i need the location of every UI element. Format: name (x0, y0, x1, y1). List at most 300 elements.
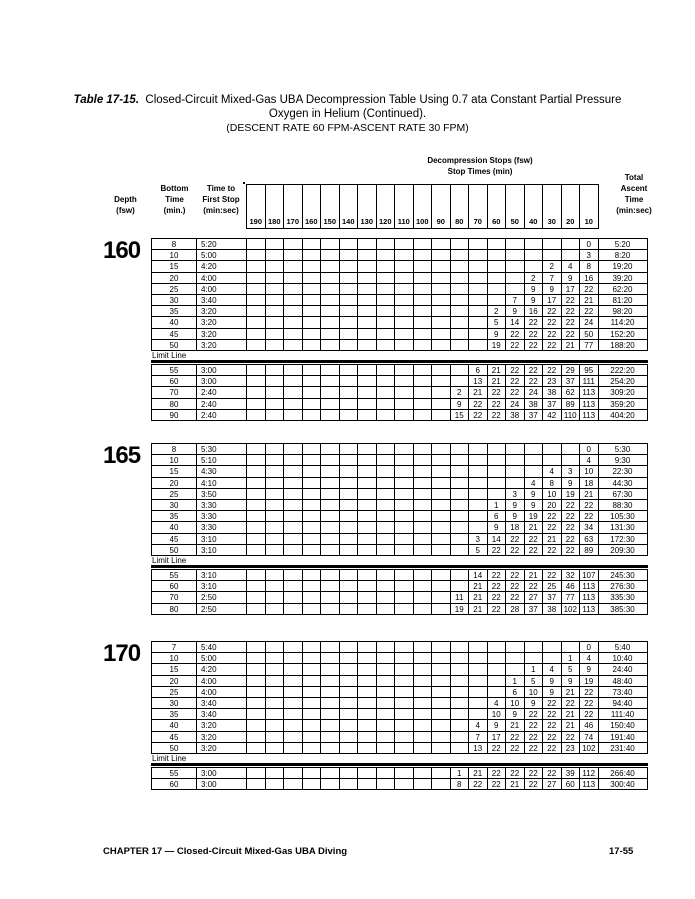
stop-time-cell: 22 (487, 603, 507, 615)
stop-time-cell (376, 742, 396, 754)
stop-time-cell: 16 (579, 272, 599, 284)
stop-time-cell: 62 (561, 386, 581, 398)
stop-time-cell (339, 778, 359, 790)
stop-time-cell: 21 (524, 521, 544, 533)
stop-time-cell: 22 (505, 328, 525, 340)
total-ascent-time-cell: 276:30 (598, 580, 648, 592)
stop-time-cell: 21 (468, 603, 488, 615)
time-to-first-stop-cell: 3:10 (196, 569, 247, 581)
stop-time-cell: 22 (579, 283, 599, 295)
time-to-first-stop-cell: 4:10 (196, 477, 247, 489)
time-to-first-stop-cell: 3:20 (196, 731, 247, 743)
header-spacer (243, 182, 245, 184)
stop-time-cell: 18 (505, 521, 525, 533)
stop-time-cell: 22 (561, 328, 581, 340)
stop-time-cell (468, 339, 488, 351)
stop-time-cell: 21 (561, 339, 581, 351)
stop-time-cell (283, 603, 303, 615)
stop-time-cell: 38 (505, 409, 525, 421)
stop-time-cell: 77 (579, 339, 599, 351)
stop-time-cell: 22 (542, 708, 562, 720)
bottom-time-cell: 90 (151, 409, 197, 421)
stop-time-cell: 5 (468, 544, 488, 556)
stop-time-cell: 22 (542, 697, 562, 709)
bottom-time-header (152, 183, 197, 216)
bottom-time-cell: 50 (151, 544, 197, 556)
stop-time-cell (376, 544, 396, 556)
time-to-first-stop-cell: 3:20 (196, 328, 247, 340)
stop-time-cell: 22 (487, 544, 507, 556)
stop-time-cell: 113 (579, 603, 599, 615)
depth-label-165: 165 (103, 442, 141, 469)
total-header-line-4: (min:sec) (616, 206, 652, 215)
stop-time-cell: 10 (505, 697, 525, 709)
stop-time-cell: 9 (524, 488, 544, 500)
stop-time-cell: 10 (524, 686, 544, 698)
stop-time-cell: 3 (468, 533, 488, 545)
stop-time-cell: 23 (542, 375, 562, 387)
stop-time-cell: 20 (542, 499, 562, 511)
stop-time-cell: 21 (561, 719, 581, 731)
stop-time-cell: 6 (468, 364, 488, 376)
stop-time-cell: 22 (542, 339, 562, 351)
stop-time-cell: 22 (524, 339, 544, 351)
stop-time-cell: 4 (524, 477, 544, 489)
bottom-time-cell: 15 (151, 260, 197, 272)
bottom-header-line-1: Bottom (160, 184, 189, 193)
stop-time-cell: 0 (579, 443, 599, 455)
stop-time-cell: 17 (561, 283, 581, 295)
stop-time-cell: 27 (542, 778, 562, 790)
stop-time-cell: 22 (505, 339, 525, 351)
stop-time-cell: 9 (579, 663, 599, 675)
stop-time-cell: 1 (561, 652, 581, 664)
bottom-time-cell: 10 (151, 249, 197, 261)
stop-time-cell: 9 (524, 499, 544, 511)
total-ascent-time-cell: 191:40 (598, 731, 648, 743)
total-ascent-time-cell: 19:20 (598, 260, 648, 272)
stop-time-cell (283, 339, 303, 351)
stop-time-cell: 22 (542, 544, 562, 556)
total-ascent-time-cell: 245:30 (598, 569, 648, 581)
total-ascent-time-cell: 152:20 (598, 328, 648, 340)
stop-time-cell (246, 603, 266, 615)
stop-time-cell (302, 544, 322, 556)
stop-time-cell: 9 (561, 675, 581, 687)
stop-time-cell: 102 (561, 603, 581, 615)
stop-time-cell: 3 (579, 249, 599, 261)
bottom-time-cell: 40 (151, 719, 197, 731)
stop-time-cell: 22 (561, 305, 581, 317)
stop-time-cell: 22 (542, 521, 562, 533)
first-stop-header (196, 183, 246, 216)
bottom-time-cell: 10 (151, 454, 197, 466)
footer-page-number: 17-55 (609, 846, 634, 857)
stop-time-cell: 1 (487, 499, 507, 511)
bottom-time-cell: 60 (151, 580, 197, 592)
stop-time-cell: 14 (468, 569, 488, 581)
stop-time-cell: 111 (579, 375, 599, 387)
stop-time-cell: 4 (487, 697, 507, 709)
time-to-first-stop-cell: 5:40 (196, 641, 247, 653)
stop-time-cell (339, 409, 359, 421)
stop-time-cell (320, 742, 340, 754)
time-to-first-stop-cell: 3:40 (196, 708, 247, 720)
time-to-first-stop-cell: 4:00 (196, 272, 247, 284)
bottom-time-cell: 50 (151, 742, 197, 754)
limit-line (151, 360, 648, 363)
stop-time-cell (302, 778, 322, 790)
stop-time-cell: 9 (505, 510, 525, 522)
stop-time-cell: 22 (542, 305, 562, 317)
stop-time-cell (320, 544, 340, 556)
bottom-header-line-3: (min.) (163, 206, 186, 215)
stop-time-cell: 1 (524, 663, 544, 675)
limit-line-label: Limit Line (152, 556, 187, 565)
total-ascent-time-cell: 254:20 (598, 375, 648, 387)
stop-time-cell: 22 (542, 731, 562, 743)
time-to-first-stop-cell: 3:30 (196, 521, 247, 533)
title-line-1: Closed-Circuit Mixed-Gas UBA Decompression Table Using 0.7 ata Constant Partial Pressure (145, 94, 622, 106)
stop-time-cell: 22 (524, 767, 544, 779)
time-to-first-stop-cell: 4:20 (196, 663, 247, 675)
stop-time-cell: 89 (561, 398, 581, 410)
stop-time-cell: 9 (450, 398, 470, 410)
total-ascent-time-cell: 105:30 (598, 510, 648, 522)
stop-time-cell: 22 (542, 767, 562, 779)
stop-time-cell: 9 (505, 305, 525, 317)
stop-time-cell: 21 (561, 708, 581, 720)
bottom-time-cell: 45 (151, 533, 197, 545)
stop-time-cell: 2 (542, 260, 562, 272)
stop-time-cell: 21 (542, 533, 562, 545)
stop-time-cell (246, 339, 266, 351)
stop-time-cell: 22 (542, 569, 562, 581)
stop-time-cell (450, 339, 470, 351)
stop-time-cell (302, 409, 322, 421)
stop-time-cell (357, 742, 377, 754)
stop-time-cell: 22 (487, 569, 507, 581)
stop-depth-header-110: 110 (394, 184, 414, 229)
stop-time-cell: 113 (579, 580, 599, 592)
stop-time-cell: 2 (450, 386, 470, 398)
stop-time-cell: 9 (542, 675, 562, 687)
bottom-time-cell: 25 (151, 488, 197, 500)
stop-time-cell: 37 (561, 375, 581, 387)
stop-time-cell: 24 (579, 316, 599, 328)
stop-time-cell: 42 (542, 409, 562, 421)
bottom-time-cell: 70 (151, 386, 197, 398)
stop-time-cell: 4 (561, 260, 581, 272)
stop-time-cell (265, 603, 285, 615)
stop-time-cell: 24 (505, 398, 525, 410)
total-ascent-time-cell: 22:30 (598, 465, 648, 477)
stop-time-cell (450, 544, 470, 556)
total-ascent-time-cell: 188:20 (598, 339, 648, 351)
stop-time-cell: 29 (561, 364, 581, 376)
stop-time-cell (265, 742, 285, 754)
bottom-time-cell: 20 (151, 272, 197, 284)
stop-time-cell: 22 (561, 499, 581, 511)
stop-time-cell: 7 (505, 294, 525, 306)
stop-time-cell: 22 (505, 569, 525, 581)
stop-time-cell: 113 (579, 409, 599, 421)
stop-time-cell: 22 (561, 533, 581, 545)
stop-time-cell (302, 339, 322, 351)
stop-time-cell: 22 (524, 742, 544, 754)
stop-time-cell (302, 742, 322, 754)
time-to-first-stop-cell: 3:30 (196, 510, 247, 522)
stop-time-cell: 22 (505, 533, 525, 545)
stop-time-cell (394, 778, 414, 790)
stop-time-cell: 22 (487, 742, 507, 754)
stop-time-cell: 11 (450, 591, 470, 603)
stop-time-cell: 22 (542, 742, 562, 754)
depth-header-line-1: Depth (114, 195, 137, 204)
stop-time-cell (320, 778, 340, 790)
total-ascent-time-cell: 404:20 (598, 409, 648, 421)
stop-time-cell: 9 (487, 719, 507, 731)
stop-time-cell: 22 (524, 719, 544, 731)
first-stop-header-line-2: First Stop (202, 195, 240, 204)
stop-time-cell: 21 (468, 591, 488, 603)
stop-depth-header-190: 190 (246, 184, 266, 229)
total-ascent-time-cell: 114:20 (598, 316, 648, 328)
stop-time-cell: 32 (561, 569, 581, 581)
stop-time-cell: 22 (561, 544, 581, 556)
stop-time-cell: 22 (579, 686, 599, 698)
stop-time-cell: 9 (505, 499, 525, 511)
stop-depth-header-50: 50 (505, 184, 525, 229)
stop-depth-header-60: 60 (487, 184, 507, 229)
stop-time-cell: 22 (542, 328, 562, 340)
time-to-first-stop-cell: 5:00 (196, 249, 247, 261)
stop-time-cell: 1 (450, 767, 470, 779)
stop-time-cell: 10 (487, 708, 507, 720)
stop-time-cell: 38 (542, 386, 562, 398)
stop-time-cell: 22 (579, 510, 599, 522)
stop-time-cell (246, 544, 266, 556)
stop-time-cell: 113 (579, 778, 599, 790)
stop-time-cell: 22 (505, 767, 525, 779)
stop-depth-header-180: 180 (265, 184, 285, 229)
stop-depth-header-130: 130 (357, 184, 377, 229)
total-ascent-time-cell: 5:40 (598, 641, 648, 653)
stop-time-cell: 22 (468, 778, 488, 790)
stop-time-cell: 22 (468, 409, 488, 421)
stop-time-cell (394, 742, 414, 754)
total-ascent-time-cell: 88:30 (598, 499, 648, 511)
total-ascent-time-cell: 39:20 (598, 272, 648, 284)
bottom-time-cell: 60 (151, 375, 197, 387)
stop-depth-header-170: 170 (283, 184, 303, 229)
stop-time-cell (394, 603, 414, 615)
stop-time-cell: 19 (524, 510, 544, 522)
total-ascent-time-cell: 5:30 (598, 443, 648, 455)
bottom-time-cell: 30 (151, 499, 197, 511)
stop-time-cell: 19 (487, 339, 507, 351)
title-line-2: Oxygen in Helium (Continued). (268, 108, 427, 120)
stop-time-cell (431, 339, 451, 351)
stop-time-cell: 95 (579, 364, 599, 376)
total-ascent-time-cell: 266:40 (598, 767, 648, 779)
stop-time-cell: 22 (561, 697, 581, 709)
stop-time-cell: 9 (524, 283, 544, 295)
stop-time-cell: 13 (468, 742, 488, 754)
stop-time-cell: 9 (524, 294, 544, 306)
depth-label-160: 160 (103, 237, 141, 264)
time-to-first-stop-cell: 3:00 (196, 778, 247, 790)
stop-time-cell: 16 (524, 305, 544, 317)
stop-time-cell: 22 (561, 294, 581, 306)
stop-time-cell: 9 (542, 283, 562, 295)
time-to-first-stop-cell: 4:00 (196, 675, 247, 687)
stop-time-cell: 8 (542, 477, 562, 489)
bottom-time-cell: 35 (151, 708, 197, 720)
stop-time-cell (357, 603, 377, 615)
first-stop-header-line-3: (min:sec) (203, 206, 239, 215)
stop-time-cell: 22 (561, 731, 581, 743)
stop-time-cell: 50 (579, 328, 599, 340)
stop-time-cell (265, 544, 285, 556)
total-ascent-time-cell: 48:40 (598, 675, 648, 687)
depth-header-line-2: (fsw) (116, 206, 135, 215)
stop-time-cell: 22 (542, 510, 562, 522)
bottom-time-cell: 25 (151, 283, 197, 295)
stop-time-cell: 23 (561, 742, 581, 754)
stop-time-cell: 22 (505, 375, 525, 387)
stop-time-cell: 4 (542, 465, 562, 477)
stop-time-cell (450, 742, 470, 754)
stop-time-cell (265, 778, 285, 790)
stop-time-cell: 8 (450, 778, 470, 790)
stop-time-cell (339, 339, 359, 351)
stop-time-cell (246, 742, 266, 754)
stop-time-cell (246, 409, 266, 421)
stop-time-cell: 22 (524, 316, 544, 328)
stop-time-cell: 21 (487, 375, 507, 387)
time-to-first-stop-cell: 5:30 (196, 443, 247, 455)
stop-time-cell (339, 742, 359, 754)
limit-line-label: Limit Line (152, 351, 187, 360)
stop-time-cell (376, 409, 396, 421)
time-to-first-stop-cell: 3:50 (196, 488, 247, 500)
stop-depth-header-30: 30 (542, 184, 562, 229)
total-ascent-time-cell: 94:40 (598, 697, 648, 709)
stop-time-cell: 22 (542, 316, 562, 328)
stop-time-cell: 24 (524, 386, 544, 398)
time-to-first-stop-cell: 2:40 (196, 409, 247, 421)
bottom-time-cell: 35 (151, 305, 197, 317)
stop-time-cell: 21 (524, 569, 544, 581)
stop-time-cell: 22 (579, 305, 599, 317)
stop-time-cell: 0 (579, 238, 599, 250)
stop-time-cell (431, 544, 451, 556)
stop-time-cell: 21 (468, 767, 488, 779)
stop-depth-header-160: 160 (302, 184, 322, 229)
time-to-first-stop-cell: 5:20 (196, 238, 247, 250)
total-ascent-time-cell: 222:20 (598, 364, 648, 376)
stop-time-cell: 9 (561, 477, 581, 489)
total-ascent-time-cell: 81:20 (598, 294, 648, 306)
stop-time-cell: 22 (487, 580, 507, 592)
stop-depth-header-150: 150 (320, 184, 340, 229)
stop-time-cell: 18 (579, 477, 599, 489)
stop-time-cell (265, 339, 285, 351)
total-ascent-time-cell: 24:40 (598, 663, 648, 675)
stop-time-cell (246, 778, 266, 790)
total-ascent-time-cell: 67:30 (598, 488, 648, 500)
stop-time-cell: 21 (468, 386, 488, 398)
bottom-time-cell: 55 (151, 569, 197, 581)
time-to-first-stop-cell: 4:00 (196, 686, 247, 698)
stop-time-cell: 39 (561, 767, 581, 779)
stop-time-cell: 4 (579, 454, 599, 466)
stop-time-cell: 112 (579, 767, 599, 779)
total-ascent-time-cell: 62:20 (598, 283, 648, 295)
total-ascent-time-cell: 385:30 (598, 603, 648, 615)
time-to-first-stop-cell: 3:10 (196, 544, 247, 556)
stop-time-cell: 37 (524, 409, 544, 421)
stop-depth-header-120: 120 (376, 184, 396, 229)
stop-time-cell: 25 (542, 580, 562, 592)
stop-time-cell: 22 (505, 731, 525, 743)
bottom-time-cell: 8 (151, 238, 197, 250)
stop-time-cell: 22 (487, 398, 507, 410)
depth-label-170: 170 (103, 640, 141, 667)
stop-time-cell: 9 (542, 686, 562, 698)
bottom-time-cell: 40 (151, 521, 197, 533)
total-ascent-time-cell: 172:30 (598, 533, 648, 545)
bottom-time-cell: 60 (151, 778, 197, 790)
stop-time-cell (431, 778, 451, 790)
stop-time-cell: 22 (487, 409, 507, 421)
stop-time-cell (357, 544, 377, 556)
stop-time-cell: 46 (579, 719, 599, 731)
time-to-first-stop-cell: 4:30 (196, 465, 247, 477)
bottom-time-cell: 10 (151, 652, 197, 664)
stop-depth-header-90: 90 (431, 184, 451, 229)
bottom-time-cell: 15 (151, 465, 197, 477)
stop-time-cell: 2 (487, 305, 507, 317)
stop-time-cell: 3 (561, 465, 581, 477)
stop-time-cell (339, 544, 359, 556)
stop-depth-header-140: 140 (339, 184, 359, 229)
stop-time-cell: 22 (505, 742, 525, 754)
time-to-first-stop-cell: 2:50 (196, 603, 247, 615)
bottom-time-cell: 80 (151, 398, 197, 410)
stop-time-cell: 21 (561, 686, 581, 698)
stop-time-cell: 22 (561, 521, 581, 533)
total-ascent-time-cell: 309:20 (598, 386, 648, 398)
bottom-time-cell: 80 (151, 603, 197, 615)
stop-depth-header-70: 70 (468, 184, 488, 229)
stop-time-cell: 28 (505, 603, 525, 615)
stop-time-cell: 22 (505, 386, 525, 398)
time-to-first-stop-cell: 3:00 (196, 375, 247, 387)
stop-time-cell: 22 (524, 778, 544, 790)
total-ascent-time-cell: 8:20 (598, 249, 648, 261)
stop-time-cell (431, 409, 451, 421)
stop-time-cell: 21 (505, 719, 525, 731)
stop-time-cell (376, 778, 396, 790)
stop-time-cell: 21 (468, 580, 488, 592)
stop-time-cell (283, 544, 303, 556)
stop-time-cell (413, 778, 433, 790)
time-to-first-stop-cell: 3:40 (196, 294, 247, 306)
stop-time-cell: 22 (542, 364, 562, 376)
stop-time-cell: 1 (505, 675, 525, 687)
